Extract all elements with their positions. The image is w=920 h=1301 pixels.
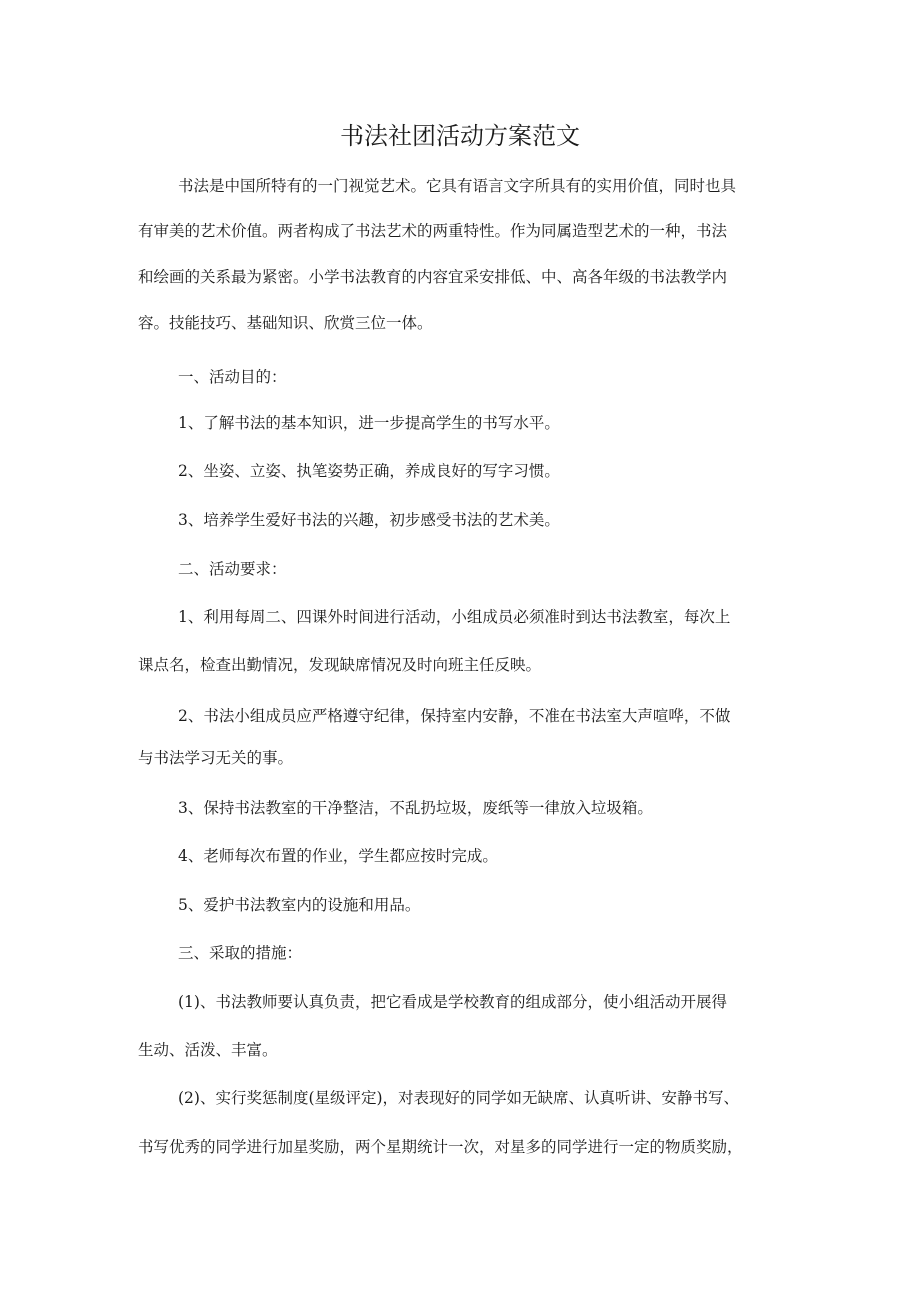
section1-heading: 一、活动目的：: [178, 368, 287, 386]
section2-item-2-line-1: 2、书法小组成员应严格遵守纪律，保持室内安静，不准在书法室大声喧哗，不做: [178, 707, 731, 725]
section2-heading: 二、活动要求：: [178, 560, 287, 578]
section3-item-2-line-2: 书写优秀的同学进行加星奖励，两个星期统计一次，对星多的同学进行一定的物质奖励，: [138, 1138, 743, 1156]
intro-line-2: 有审美的艺术价值。两者构成了书法艺术的两重特性。作为同属造型艺术的一种，书法: [138, 222, 728, 240]
section2-item-1-line-1: 1、利用每周二、四课外时间进行活动，小组成员必须准时到达书法教室，每次上: [178, 608, 731, 626]
section2-item-2-line-2: 与书法学习无关的事。: [138, 749, 294, 767]
section3-item-1-line-2: 生动、活泼、丰富。: [138, 1041, 278, 1059]
intro-line-4: 容。技能技巧、基础知识、欣赏三位一体。: [138, 314, 433, 332]
section1-item-2: 2、坐姿、立姿、执笔姿势正确，养成良好的写字习惯。: [178, 462, 560, 480]
section1-item-3: 3、培养学生爱好书法的兴趣，初步感受书法的艺术美。: [178, 511, 560, 529]
section3-item-1-line-1: (1)、书法教师要认真负责，把它看成是学校教育的组成部分，使小组活动开展得: [178, 993, 727, 1011]
section1-item-1: 1、了解书法的基本知识，进一步提高学生的书写水平。: [178, 414, 560, 432]
section2-item-4: 4、老师每次布置的作业，学生都应按时完成。: [178, 847, 498, 865]
intro-line-3: 和绘画的关系最为紧密。小学书法教育的内容宜采安排低、中、高各年级的书法教学内: [138, 268, 728, 286]
section2-item-5: 5、爱护书法教室内的设施和用品。: [178, 896, 421, 914]
intro-line-1: 书法是中国所特有的一门视觉艺术。它具有语言文字所具有的实用价值，同时也具: [178, 177, 737, 195]
section3-item-2-line-1: (2)、实行奖惩制度(星级评定)，对表现好的同学如无缺席、认真听讲、安静书写、: [178, 1089, 740, 1107]
section2-item-3: 3、保持书法教室的干净整洁，不乱扔垃圾，废纸等一律放入垃圾箱。: [178, 799, 653, 817]
section3-heading: 三、采取的措施：: [178, 944, 303, 962]
section2-item-1-line-2: 课点名，检查出勤情况，发现缺席情况及时向班主任反映。: [138, 656, 542, 674]
document-title: 书法社团活动方案范文: [340, 122, 580, 150]
